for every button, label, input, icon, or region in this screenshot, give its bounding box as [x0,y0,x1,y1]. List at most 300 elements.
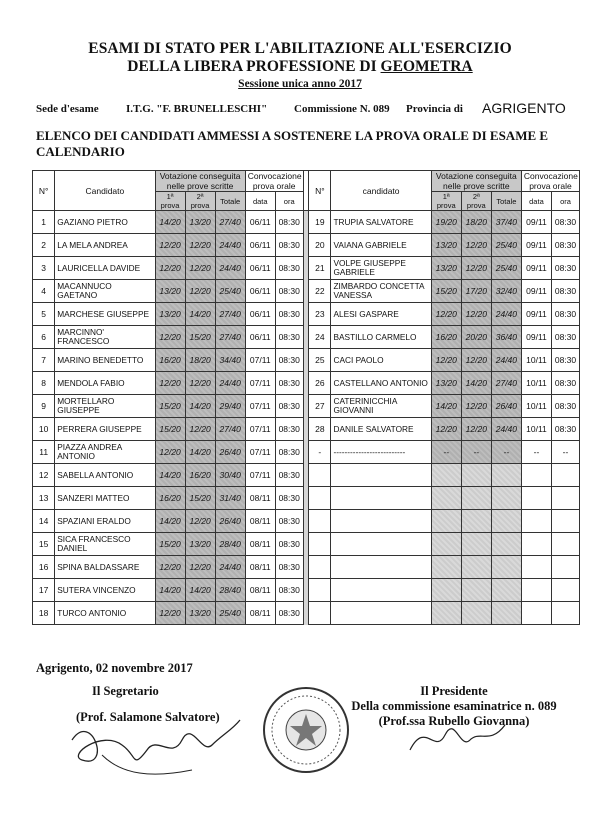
cell-p1: 12/20 [155,372,185,395]
cell-name: CASTELLANO ANTONIO [331,372,431,395]
cell-p2: 12/20 [461,395,491,418]
cell-p1: 19/20 [431,211,461,234]
cell-tot: 24/40 [491,303,521,326]
cell-ora: 08:30 [275,349,303,372]
secretary-block [76,684,220,724]
profession-name: GEOMETRA [380,58,473,75]
cell-tot: 34/40 [215,349,245,372]
header-candidato: Candidato [55,171,155,211]
empty-cell [461,556,491,579]
header-ora: ora [551,192,579,211]
cell-p1: 12/20 [431,349,461,372]
cell-n: 18 [33,602,55,625]
cell-tot: 24/40 [491,349,521,372]
header-prova1: 1ª prova [155,192,185,211]
cell-p1: 15/20 [155,533,185,556]
list-title: ELENCO DEI CANDIDATI AMMESSI A SOSTENERE LA PROVA ORALE DI ESAME E CALENDARIO [36,128,549,159]
cell-p2: 12/20 [185,280,215,303]
table-row [33,395,580,418]
empty-cell [331,464,431,487]
cell-data: -- [521,441,551,464]
cell-ora: -- [551,441,579,464]
president-title: Il Presidente [420,684,488,698]
cell-data: 07/11 [245,372,275,395]
table-row [33,510,580,533]
empty-cell [431,510,461,533]
cell-p2: 12/20 [461,418,491,441]
cell-tot: 25/40 [215,280,245,303]
cell-p2: 14/20 [185,303,215,326]
cell-p1: 12/20 [431,418,461,441]
secretary-signature [62,700,252,780]
cell-tot: 27/40 [215,326,245,349]
empty-cell [461,487,491,510]
cell-p2: 13/20 [185,602,215,625]
cell-p2: 14/20 [185,395,215,418]
cell-name: CATERINICCHIA GIOVANNI [331,395,431,418]
cell-ora: 08:30 [275,510,303,533]
empty-cell [309,487,331,510]
cell-data: 09/11 [521,211,551,234]
cell-p1: 16/20 [431,326,461,349]
cell-tot: 30/40 [215,464,245,487]
cell-name: LA MELA ANDREA [55,234,155,257]
cell-p1: 12/20 [155,441,185,464]
empty-cell [491,487,521,510]
table-row [33,464,580,487]
cell-n: 3 [33,257,55,280]
table-row [33,326,580,349]
cell-tot: 26/40 [215,441,245,464]
cell-p1: 12/20 [155,556,185,579]
empty-cell [491,602,521,625]
cell-n: 8 [33,372,55,395]
commissione: Commissione N. 089 [294,103,390,115]
table-row [33,487,580,510]
cell-data: 08/11 [245,533,275,556]
cell-n: 19 [309,211,331,234]
header-n: N° [309,171,331,211]
empty-cell [331,602,431,625]
cell-name: MARCINNO' FRANCESCO [55,326,155,349]
cell-name: SPAZIANI ERALDO [55,510,155,533]
empty-cell [551,602,579,625]
header-candidato: candidato [331,171,431,211]
cell-n: 6 [33,326,55,349]
cell-p1: 13/20 [431,257,461,280]
sede-label: Sede d'esame [36,103,99,115]
cell-p2: 13/20 [185,211,215,234]
empty-cell [491,464,521,487]
header-data: data [521,192,551,211]
candidates-table [32,170,580,625]
cell-ora: 08:30 [275,602,303,625]
cell-p2: 18/20 [461,211,491,234]
table-row [33,211,580,234]
cell-p1: 16/20 [155,349,185,372]
cell-ora: 08:30 [275,533,303,556]
cell-data: 09/11 [521,326,551,349]
cell-data: 06/11 [245,211,275,234]
cell-n: 21 [309,257,331,280]
cell-tot: 29/40 [215,395,245,418]
cell-n: 4 [33,280,55,303]
provincia-value: AGRIGENTO [482,100,566,116]
cell-data: 06/11 [245,303,275,326]
cell-p1: 13/20 [431,234,461,257]
header-totale: Totale [215,192,245,211]
cell-p2: 12/20 [461,234,491,257]
empty-cell [491,510,521,533]
cell-n: 2 [33,234,55,257]
empty-cell [331,556,431,579]
empty-cell [431,602,461,625]
table-row [33,349,580,372]
cell-n: - [309,441,331,464]
cell-tot: 27/40 [215,211,245,234]
empty-cell [551,533,579,556]
cell-tot: 24/40 [215,257,245,280]
empty-cell [491,533,521,556]
empty-cell [521,510,551,533]
secretary-name: (Prof. Salamone Salvatore) [76,710,220,724]
cell-n: 22 [309,280,331,303]
cell-n: 14 [33,510,55,533]
cell-p2: 16/20 [185,464,215,487]
empty-cell [521,579,551,602]
empty-cell [521,487,551,510]
cell-data: 06/11 [245,234,275,257]
cell-name: VOLPE GIUSEPPE GABRIELE [331,257,431,280]
cell-ora: 08:30 [275,556,303,579]
cell-data: 10/11 [521,349,551,372]
header-convocazione: Convocazione prova orale [521,171,579,192]
secretary-title: Il Segretario [92,684,159,698]
empty-cell [309,533,331,556]
sede-value: I.T.G. "F. BRUNELLESCHI" [126,103,268,115]
cell-ora: 08:30 [275,234,303,257]
cell-ora: 08:30 [275,303,303,326]
empty-cell [431,464,461,487]
cell-name: -------------------------- [331,441,431,464]
cell-p2: 14/20 [185,579,215,602]
cell-n: 20 [309,234,331,257]
cell-tot: 26/40 [215,510,245,533]
table-row [33,372,580,395]
cell-name: LAURICELLA DAVIDE [55,257,155,280]
cell-p1: 15/20 [431,280,461,303]
place-and-date: Agrigento, 02 novembre 2017 [36,661,193,675]
empty-cell [491,579,521,602]
cell-ora: 08:30 [275,487,303,510]
cell-ora: 08:30 [275,579,303,602]
cell-name: GAZIANO PIETRO [55,211,155,234]
header-prova2: 2ª prova [461,192,491,211]
cell-name: TURCO ANTONIO [55,602,155,625]
document-title-line2 [0,58,600,76]
table-row [33,418,580,441]
cell-data: 10/11 [521,418,551,441]
header-prova2: 2ª prova [185,192,215,211]
cell-tot: 27/40 [215,418,245,441]
cell-p2: 12/20 [185,372,215,395]
cell-data: 09/11 [521,234,551,257]
cell-tot: 24/40 [215,234,245,257]
empty-cell [551,464,579,487]
cell-name: SANZERI MATTEO [55,487,155,510]
cell-data: 08/11 [245,579,275,602]
cell-p1: 13/20 [155,280,185,303]
empty-cell [309,579,331,602]
header-votazione: Votazione conseguita nelle prove scritte [155,171,245,192]
cell-ora: 08:30 [551,372,579,395]
cell-tot: 25/40 [491,257,521,280]
cell-p2: 12/20 [185,510,215,533]
cell-p1: 15/20 [155,395,185,418]
empty-cell [521,556,551,579]
table-row [33,556,580,579]
cell-n: 12 [33,464,55,487]
cell-data: 07/11 [245,418,275,441]
cell-p1: -- [431,441,461,464]
cell-tot: 32/40 [491,280,521,303]
header-data: data [245,192,275,211]
president-role: Della commissione esaminatrice n. 089 [351,699,557,713]
cell-ora: 08:30 [275,464,303,487]
cell-tot: 24/40 [215,556,245,579]
cell-p2: 12/20 [461,303,491,326]
cell-tot: 37/40 [491,211,521,234]
cell-ora: 08:30 [551,211,579,234]
candidates-rows [33,211,580,625]
cell-ora: 08:30 [275,441,303,464]
cell-name: DANILE SALVATORE [331,418,431,441]
cell-ora: 08:30 [551,303,579,326]
empty-cell [331,487,431,510]
cell-n: 1 [33,211,55,234]
header-convocazione: Convocazione prova orale [245,171,303,192]
cell-ora: 08:30 [551,257,579,280]
cell-ora: 08:30 [275,257,303,280]
cell-p1: 12/20 [155,326,185,349]
cell-n: 27 [309,395,331,418]
cell-tot: 25/40 [215,602,245,625]
cell-tot: 28/40 [215,533,245,556]
title-prefix: DELLA LIBERA PROFESSIONE DI [127,58,381,75]
cell-name: VAIANA GABRIELE [331,234,431,257]
cell-data: 08/11 [245,602,275,625]
cell-p2: 12/20 [461,349,491,372]
president-name: (Prof.ssa Rubello Giovanna) [378,714,530,728]
cell-data: 07/11 [245,441,275,464]
cell-n: 28 [309,418,331,441]
provincia-label: Provincia di [406,103,463,115]
cell-ora: 08:30 [551,395,579,418]
header-prova1: 1ª prova [431,192,461,211]
cell-p2: 12/20 [185,418,215,441]
cell-p1: 13/20 [431,372,461,395]
cell-n: 7 [33,349,55,372]
cell-data: 08/11 [245,487,275,510]
cell-p2: 14/20 [185,441,215,464]
table-row [33,602,580,625]
cell-ora: 08:30 [551,418,579,441]
cell-p2: 12/20 [185,234,215,257]
document-title-line1: ESAMI DI STATO PER L'ABILITAZIONE ALL'ESERCIZIO [88,40,512,57]
cell-name: PIAZZA ANDREA ANTONIO [55,441,155,464]
cell-p2: -- [461,441,491,464]
cell-p2: 12/20 [461,257,491,280]
empty-cell [461,464,491,487]
cell-name: SICA FRANCESCO DANIEL [55,533,155,556]
cell-p2: 20/20 [461,326,491,349]
cell-p1: 13/20 [155,303,185,326]
empty-cell [331,533,431,556]
cell-n: 9 [33,395,55,418]
cell-name: MARCHESE GIUSEPPE [55,303,155,326]
cell-p2: 15/20 [185,326,215,349]
cell-name: SPINA BALDASSARE [55,556,155,579]
cell-ora: 08:30 [275,418,303,441]
cell-p2: 18/20 [185,349,215,372]
cell-n: 26 [309,372,331,395]
cell-p1: 12/20 [155,602,185,625]
empty-cell [521,464,551,487]
cell-data: 06/11 [245,257,275,280]
cell-tot: 28/40 [215,579,245,602]
cell-data: 09/11 [521,280,551,303]
empty-cell [551,487,579,510]
cell-ora: 08:30 [275,326,303,349]
cell-n: 17 [33,579,55,602]
empty-cell [551,510,579,533]
empty-cell [521,602,551,625]
empty-cell [431,533,461,556]
cell-ora: 08:30 [275,280,303,303]
cell-p1: 15/20 [155,418,185,441]
cell-tot: 25/40 [491,234,521,257]
cell-p2: 12/20 [185,257,215,280]
cell-tot: 36/40 [491,326,521,349]
cell-data: 10/11 [521,395,551,418]
cell-p2: 17/20 [461,280,491,303]
cell-p1: 12/20 [155,257,185,280]
cell-ora: 08:30 [551,280,579,303]
cell-p2: 15/20 [185,487,215,510]
cell-p1: 12/20 [155,234,185,257]
header-votazione: Votazione conseguita nelle prove scritte [431,171,521,192]
cell-p1: 14/20 [155,579,185,602]
empty-cell [461,510,491,533]
cell-ora: 08:30 [551,349,579,372]
cell-p1: 12/20 [431,303,461,326]
cell-name: ZIMBARDO CONCETTA VANESSA [331,280,431,303]
cell-name: SABELLA ANTONIO [55,464,155,487]
table-row [33,257,580,280]
cell-p2: 14/20 [461,372,491,395]
empty-cell [551,579,579,602]
cell-tot: 26/40 [491,395,521,418]
empty-cell [431,579,461,602]
header-totale: Totale [491,192,521,211]
cell-data: 07/11 [245,349,275,372]
official-seal [262,686,350,774]
cell-n: 10 [33,418,55,441]
cell-name: MENDOLA FABIO [55,372,155,395]
cell-tot: -- [491,441,521,464]
empty-cell [431,487,461,510]
cell-name: BASTILLO CARMELO [331,326,431,349]
cell-n: 5 [33,303,55,326]
cell-p1: 14/20 [155,464,185,487]
cell-n: 24 [309,326,331,349]
president-signature [400,710,520,770]
cell-p1: 14/20 [155,211,185,234]
cell-tot: 24/40 [215,372,245,395]
cell-n: 15 [33,533,55,556]
cell-tot: 27/40 [215,303,245,326]
empty-cell [491,556,521,579]
empty-cell [309,464,331,487]
cell-tot: 24/40 [491,418,521,441]
cell-data: 07/11 [245,464,275,487]
cell-data: 06/11 [245,326,275,349]
cell-p2: 12/20 [185,556,215,579]
cell-p2: 13/20 [185,533,215,556]
empty-cell [521,533,551,556]
empty-cell [331,510,431,533]
cell-name: CACI PAOLO [331,349,431,372]
header-n: N° [33,171,55,211]
empty-cell [551,556,579,579]
cell-data: 06/11 [245,280,275,303]
cell-name: PERRERA GIUSEPPE [55,418,155,441]
table-row [33,234,580,257]
cell-data: 10/11 [521,372,551,395]
cell-p1: 14/20 [431,395,461,418]
cell-n: 16 [33,556,55,579]
cell-n: 13 [33,487,55,510]
cell-ora: 08:30 [551,326,579,349]
empty-cell [431,556,461,579]
empty-cell [309,510,331,533]
empty-cell [461,602,491,625]
cell-name: MORTELLARO GIUSEPPE [55,395,155,418]
empty-cell [461,533,491,556]
cell-ora: 08:30 [275,395,303,418]
cell-name: SUTERA VINCENZO [55,579,155,602]
table-row [33,533,580,556]
cell-data: 09/11 [521,303,551,326]
cell-tot: 31/40 [215,487,245,510]
empty-cell [309,556,331,579]
cell-data: 07/11 [245,395,275,418]
cell-n: 25 [309,349,331,372]
session-subtitle: Sessione unica anno 2017 [238,78,362,90]
cell-p1: 16/20 [155,487,185,510]
table-row [33,579,580,602]
cell-name: MACANNUCO GAETANO [55,280,155,303]
table-row [33,280,580,303]
cell-name: MARINO BENEDETTO [55,349,155,372]
cell-n: 11 [33,441,55,464]
cell-data: 08/11 [245,510,275,533]
empty-cell [461,579,491,602]
header-ora: ora [275,192,303,211]
cell-ora: 08:30 [275,372,303,395]
cell-n: 23 [309,303,331,326]
cell-tot: 27/40 [491,372,521,395]
